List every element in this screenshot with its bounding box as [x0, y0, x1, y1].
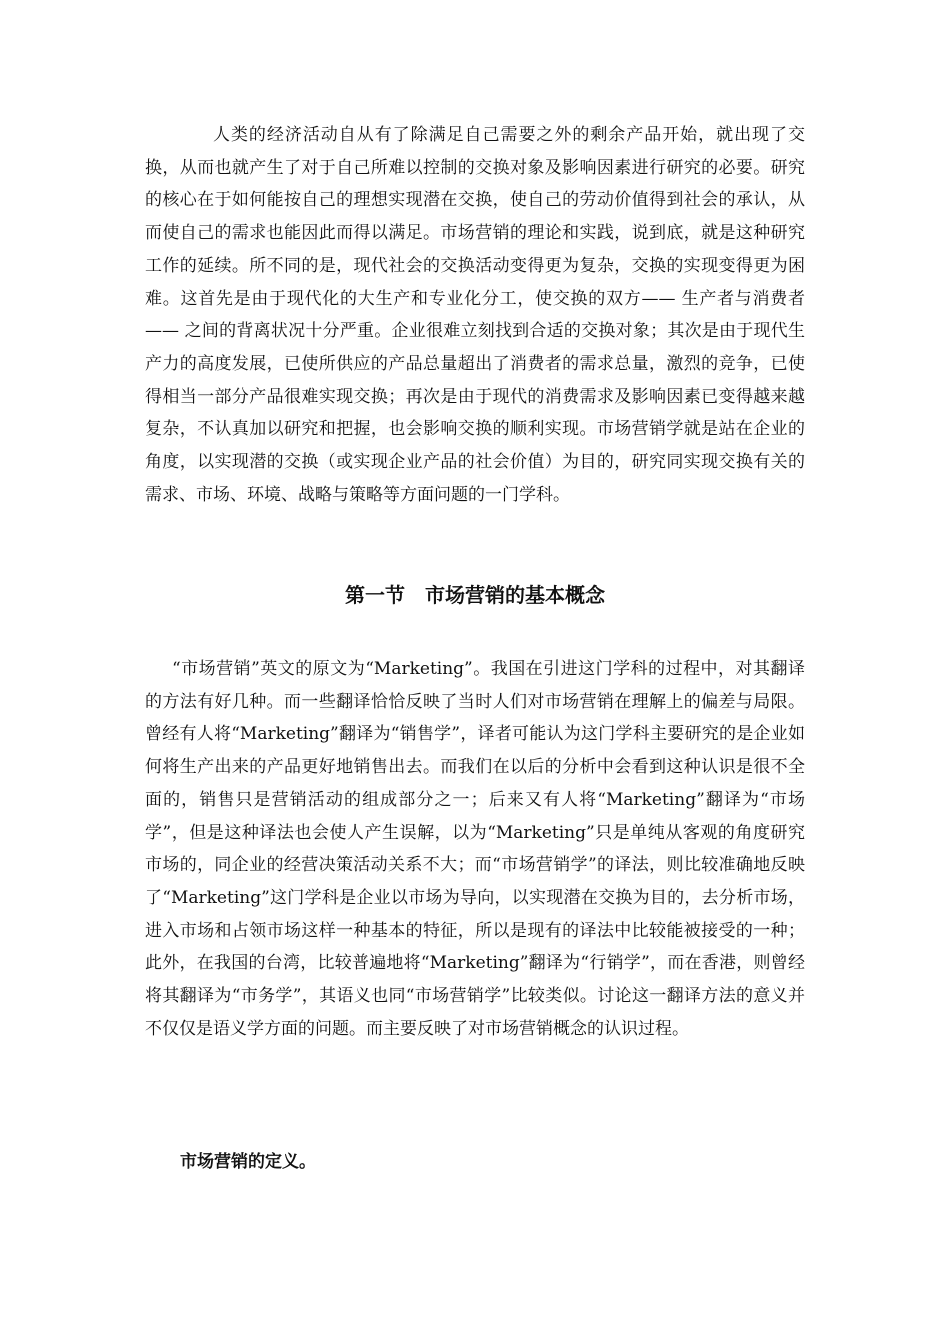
definition-subheading: 市场营销的定义。: [180, 1152, 316, 1172]
translation-paragraph: “市场营销”英文的原文为“Marketing”。我国在引进这门学科的过程中，对其翻译的方法有好几种。而一些翻译恰恰反映了当时人们对市场营销在理解上的偏差与局限。曾经有人将“Marketing”翻译为“销售学”，译者可能认为这门学科主要研究的是企业如何将生产出来的产品更好地销售出去。而我们在以后的分析中会看到这种认识是很不全面的，销售只是营销活动的组成部分之一；后来又有人将“Marketing”翻译为“市场学”，但是这种译法也会使人产生误解，以为“Marketing”只是单纯从客观的角度研究市场的，同企业的经营决策活动关系不大；而“市场营销学”的译法，则比较准确地反映了“Marketing”这门学科是企业以市场为导向，以实现潜在交换为目的，去分析市场，进入市场和占领市场这样一种基本的特征，所以是现有的译法中比较能被接受的一种；此外，在我国的台湾，比较普遍地将“Marketing”翻译为“行销学”，而在香港，则曾经将其翻译为“市务学”，其语义也同“市场营销学”比较类似。讨论这一翻译方法的意义并不仅仅是语义学方面的问题。而主要反映了对市场营销概念的认识过程。: [145, 659, 805, 1039]
section-heading: 第一节 市场营销的基本概念: [345, 583, 605, 607]
intro-paragraph: 人类的经济活动自从有了除满足自己需要之外的剩余产品开始，就出现了交换，从而也就产生了对于自己所难以控制的交换对象及影响因素进行研究的必要。研究的核心在于如何能按自己的理想实现潜在交换，使自己的劳动价值得到社会的承认，从而使自己的需求也能因此而得以满足。市场营销的理论和实践，说到底，就是这种研究工作的延续。所不同的是，现代社会的交换活动变得更为复杂，交换的实现变得更为困难。这首先是由于现代化的大生产和专业化分工，使交换的双方—— 生产者与消费者—— 之间的背离状况十分严重。企业很难立刻找到合适的交换对象；其次是由于现代生产力的高度发展，已使所供应的产品总量超出了消费者的需求总量，激烈的竞争，已使得相当一部分产品很难实现交换；再次是由于现代的消费需求及影响因素已变得越来越复杂，不认真加以研究和把握，也会影响交换的顺利实现。市场营销学就是站在企业的角度，以实现潜的交换（或实现企业产品的社会价值）为目的，研究同实现交换有关的需求、市场、环境、战略与策略等方面问题的一门学科。: [145, 125, 805, 505]
